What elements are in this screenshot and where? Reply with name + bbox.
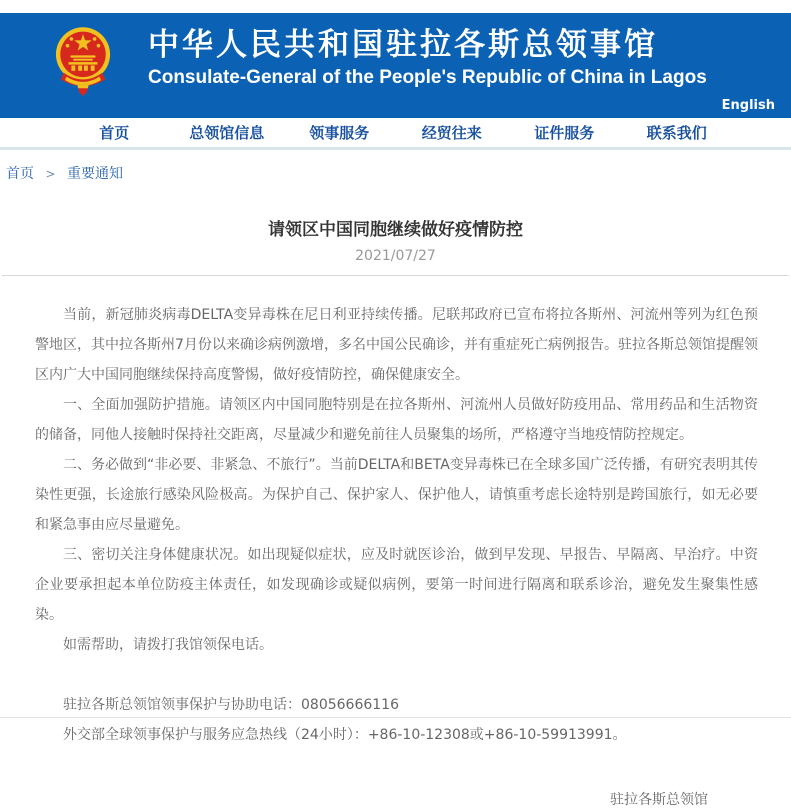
article-paragraph: 如需帮助，请拨打我馆领保电话。 — [63, 637, 273, 653]
nav-item[interactable]: 领事服务 — [309, 124, 370, 142]
china-national-emblem-icon — [54, 22, 112, 108]
article-paragraph: 一、全面加强防护措施。请领区内中国同胞特别是在拉各斯州、河流州人员做好防疫用品、常用药品和生活物资的储备，同他人接触时保持社交距离，尽量减少和避免前往人员聚集的场所，严格遵守当地疫情防控规定。 — [35, 397, 758, 443]
article-title: 请领区中国同胞继续做好疫情防控 — [268, 220, 523, 240]
article-paragraph: 三、密切关注身体健康状况。如出现疑似症状，应及时就医诊治，做到早发现、早报告、早隔离、早治疗。中资企业要承担起本单位防疫主体责任，如发现确诊或疑似病例，要第一时间进行隔离和联系诊治，避免发生聚集性感染。 — [35, 547, 758, 623]
article-paragraph: 外交部全球领事保护与服务应急热线（24小时）：+86-10-12308或+86-10-59913991。 — [63, 727, 627, 743]
article-paragraph: 驻拉各斯总领馆领事保护与协助电话：08056666116 — [63, 697, 399, 713]
nav-item[interactable]: 联系我们 — [646, 124, 707, 142]
article-body — [35, 300, 758, 750]
title-divider — [2, 275, 789, 276]
site-title-block — [148, 26, 707, 90]
site-title-chinese: 中华人民共和国驻拉各斯总领事馆 — [148, 27, 658, 62]
nav-item[interactable]: 首页 — [99, 124, 130, 142]
english-language-link[interactable]: English — [721, 98, 775, 113]
breadcrumb-current-link[interactable]: 重要通知 — [66, 166, 123, 182]
main-nav-list — [0, 122, 791, 143]
article-signature: 驻拉各斯总领馆 — [610, 792, 708, 808]
article-paragraph: 当前，新冠肺炎病毒DELTA变异毒株在尼日利亚持续传播。尼联邦政府已宣布将拉各斯州、河流州等列为红色预警地区，其中拉各斯州7月份以来确诊病例激增，多名中国公民确诊，并有重症死亡病例报告。驻拉各斯总领馆提醒领区内广大中国同胞继续保持高度警惕，做好疫情防控，确保健康安全。 — [35, 307, 758, 383]
site-header-banner — [0, 13, 791, 118]
article — [0, 219, 791, 810]
nav-item[interactable]: 证件服务 — [534, 124, 595, 142]
nav-item[interactable]: 经贸往来 — [421, 124, 482, 142]
article-paragraph: 二、务必做到“非必要、非紧急、不旅行”。当前DELTA和BETA变异毒株已在全球多国广泛传播，有研究表明其传染性更强，长途旅行感染风险极高。为保护自己、保护家人、保护他人，请慎重考虑长途特别是跨国旅行，如无必要和紧急事由应尽量避免。 — [35, 457, 758, 533]
breadcrumb — [0, 150, 791, 182]
breadcrumb-separator-icon: > — [45, 167, 56, 181]
nav-item[interactable]: 总领馆信息 — [189, 124, 265, 142]
breadcrumb-home-link[interactable]: 首页 — [6, 166, 34, 182]
article-date: 2021/07/27 — [355, 248, 436, 264]
site-title-english: Consulate-General of the People's Republic of China in Lagos — [148, 67, 707, 88]
main-navigation — [0, 118, 791, 150]
top-white-strip — [0, 0, 791, 13]
